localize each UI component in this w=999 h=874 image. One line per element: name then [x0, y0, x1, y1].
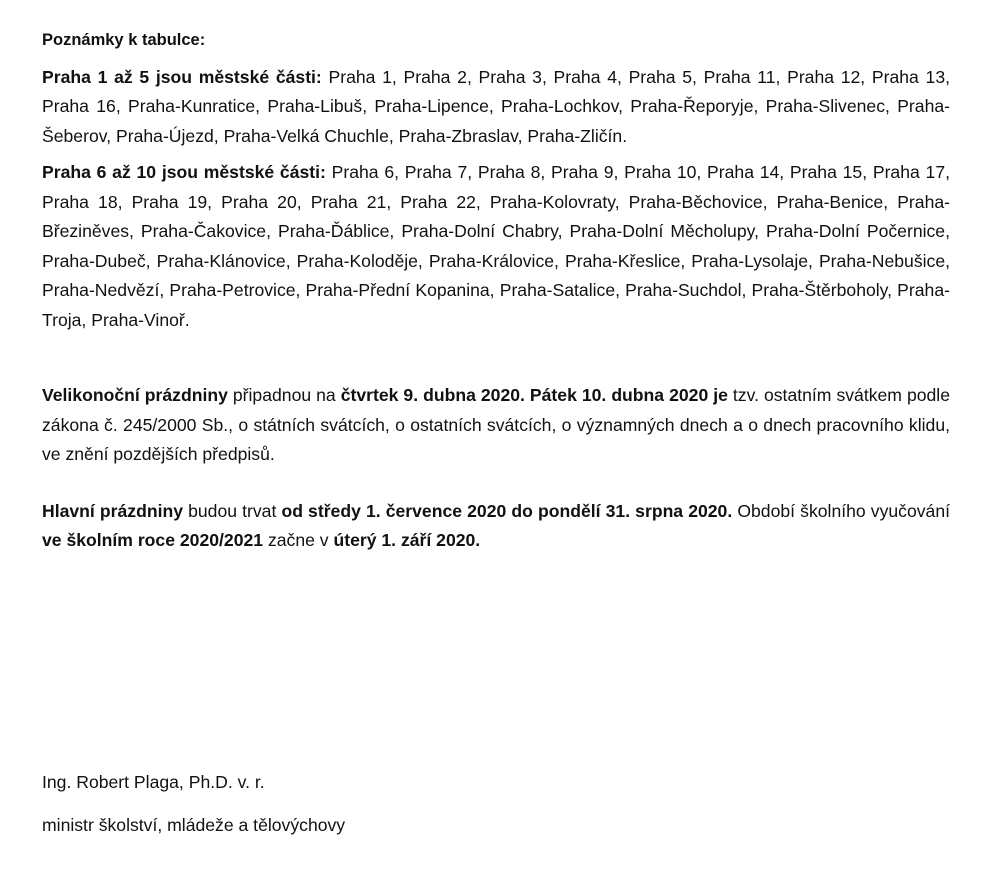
signatory-title: ministr školství, mládeže a tělovýchovy [42, 815, 346, 835]
summer-holiday-paragraph [42, 497, 950, 556]
document-body [42, 26, 950, 556]
group-2-label: Praha 6 až 10 jsou městské části: [42, 162, 326, 182]
notes-heading: Poznámky k tabulce: [42, 31, 206, 49]
group-2-list: Praha 6, Praha 7, Praha 8, Praha 9, Praha 10, Praha 14, Praha 15, Praha 17, Praha 18, Praha 19, Praha 20, Praha 21, Praha 22, Praha-Kolovraty, Praha-Běchovice, Praha-Benice, Praha-Březiněves, Praha-Čakovice, Praha-Ďáblice, Praha-Dolní Chabry, Praha-Dolní Měcholupy, Praha-Dolní Počernice, Praha-Dubeč, Praha-Klánovice, Praha-Koloděje, Praha-Královice, Praha-Křeslice, Praha-Lysolaje, Praha-Nebušice, Praha-Nedvězí, Praha-Petrovice, Praha-Přední Kopanina, Praha-Satalice, Praha-Suchdol, Praha-Štěrboholy, Praha-Troja, Praha-Vinoř. [42, 162, 950, 330]
group-1-label: Praha 1 až 5 jsou městské části: [42, 66, 322, 87]
summer-text-1: budou trvat [183, 500, 282, 521]
school-year: ve školním roce 2020/2021 [42, 530, 264, 550]
summer-dates: od středy 1. července 2020 do pondělí 31. srpna 2020. [281, 500, 733, 521]
easter-text-2: tzv. ostatním svátkem podle zákona č. 245/2000 Sb., o státních svátcích, o ostatních svátcích, o významných dnech a o dnech pracovního klidu, ve znění pozdějších předpisů. [42, 385, 951, 464]
summer-text-2: Období školního vyučování [732, 500, 950, 521]
easter-title: Velikonoční prázdniny [42, 385, 228, 405]
summer-text-3: začne v [263, 530, 334, 550]
summer-title: Hlavní prázdniny [42, 500, 183, 521]
easter-holiday-paragraph [42, 381, 950, 470]
districts-group-2 [42, 158, 950, 335]
easter-dates: čtvrtek 9. dubna 2020. Pátek 10. dubna 2020 je [340, 385, 728, 405]
group-1-list: Praha 1, Praha 2, Praha 3, Praha 4, Praha 5, Praha 11, Praha 12, Praha 13, Praha 16, Praha-Kunratice, Praha-Libuš, Praha-Lipence, Praha-Lochkov, Praha-Řeporyje, Praha-Slivenec, Praha-Šeberov, Praha-Újezd, Praha-Velká Chuchle, Praha-Zbraslav, Praha-Zličín. [42, 66, 950, 146]
signatory-name: Ing. Robert Plaga, Ph.D. v. r. [42, 772, 265, 792]
school-start-date: úterý 1. září 2020. [333, 530, 481, 550]
districts-group-1 [42, 63, 950, 152]
easter-text-1: připadnou na [227, 385, 341, 405]
